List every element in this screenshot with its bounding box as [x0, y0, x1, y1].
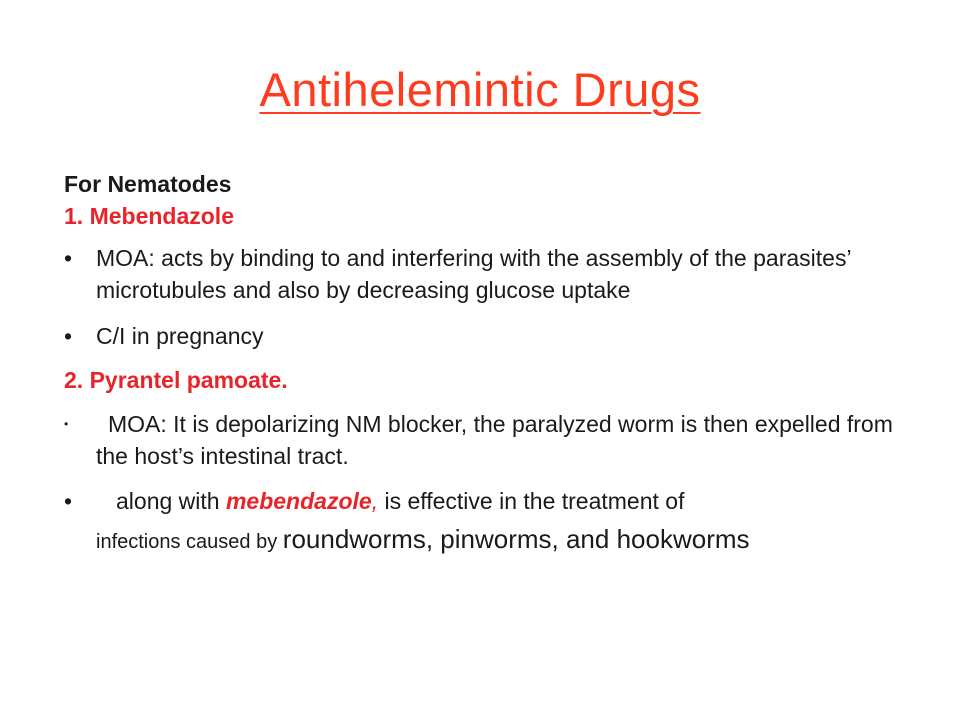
- drug-2-effect-pre: along with: [116, 488, 226, 514]
- drug-2-name: 2. Pyrantel pamoate.: [64, 367, 288, 393]
- drug-2-effect-worms: roundworms, pinworms, and hookworms: [282, 524, 750, 554]
- drug-2-moa-text: MOA: It is depolarizing NM blocker, the paralyzed worm is then expelled from the host’s intestinal tract.: [96, 411, 893, 469]
- drug-1-contraindication-text: C/I in pregnancy: [96, 323, 264, 349]
- bullet-dot: •: [64, 488, 73, 514]
- bullet-dot: •: [64, 245, 73, 271]
- drug-2-effect-highlight-comma: ,: [371, 488, 379, 514]
- drug-1-contraindication-bullet: [64, 320, 904, 352]
- bullet-dot: •: [64, 323, 73, 349]
- drug-1-name: 1. Mebendazole: [64, 203, 234, 229]
- drug-1-moa-text: MOA: acts by binding to and interfering with the assembly of the parasites’ microtubules and also by decreasing glucose uptake: [96, 245, 851, 303]
- slide-title: Antihelemintic Drugs: [259, 63, 701, 116]
- drug-2-effect-highlight: mebendazole: [225, 488, 372, 514]
- drug-2-effect-mid: is effective in the treatment of: [378, 488, 685, 514]
- slide-content: [64, 168, 904, 561]
- drug-2-effect-bullet: [64, 482, 904, 561]
- drug-1-moa-bullet: [64, 242, 904, 306]
- section-heading: For Nematodes: [64, 171, 232, 197]
- drug-2-moa-bullet: [64, 408, 904, 472]
- drug-2-effect-line2: infections caused by: [96, 531, 283, 553]
- bullet-dot: •: [64, 417, 69, 431]
